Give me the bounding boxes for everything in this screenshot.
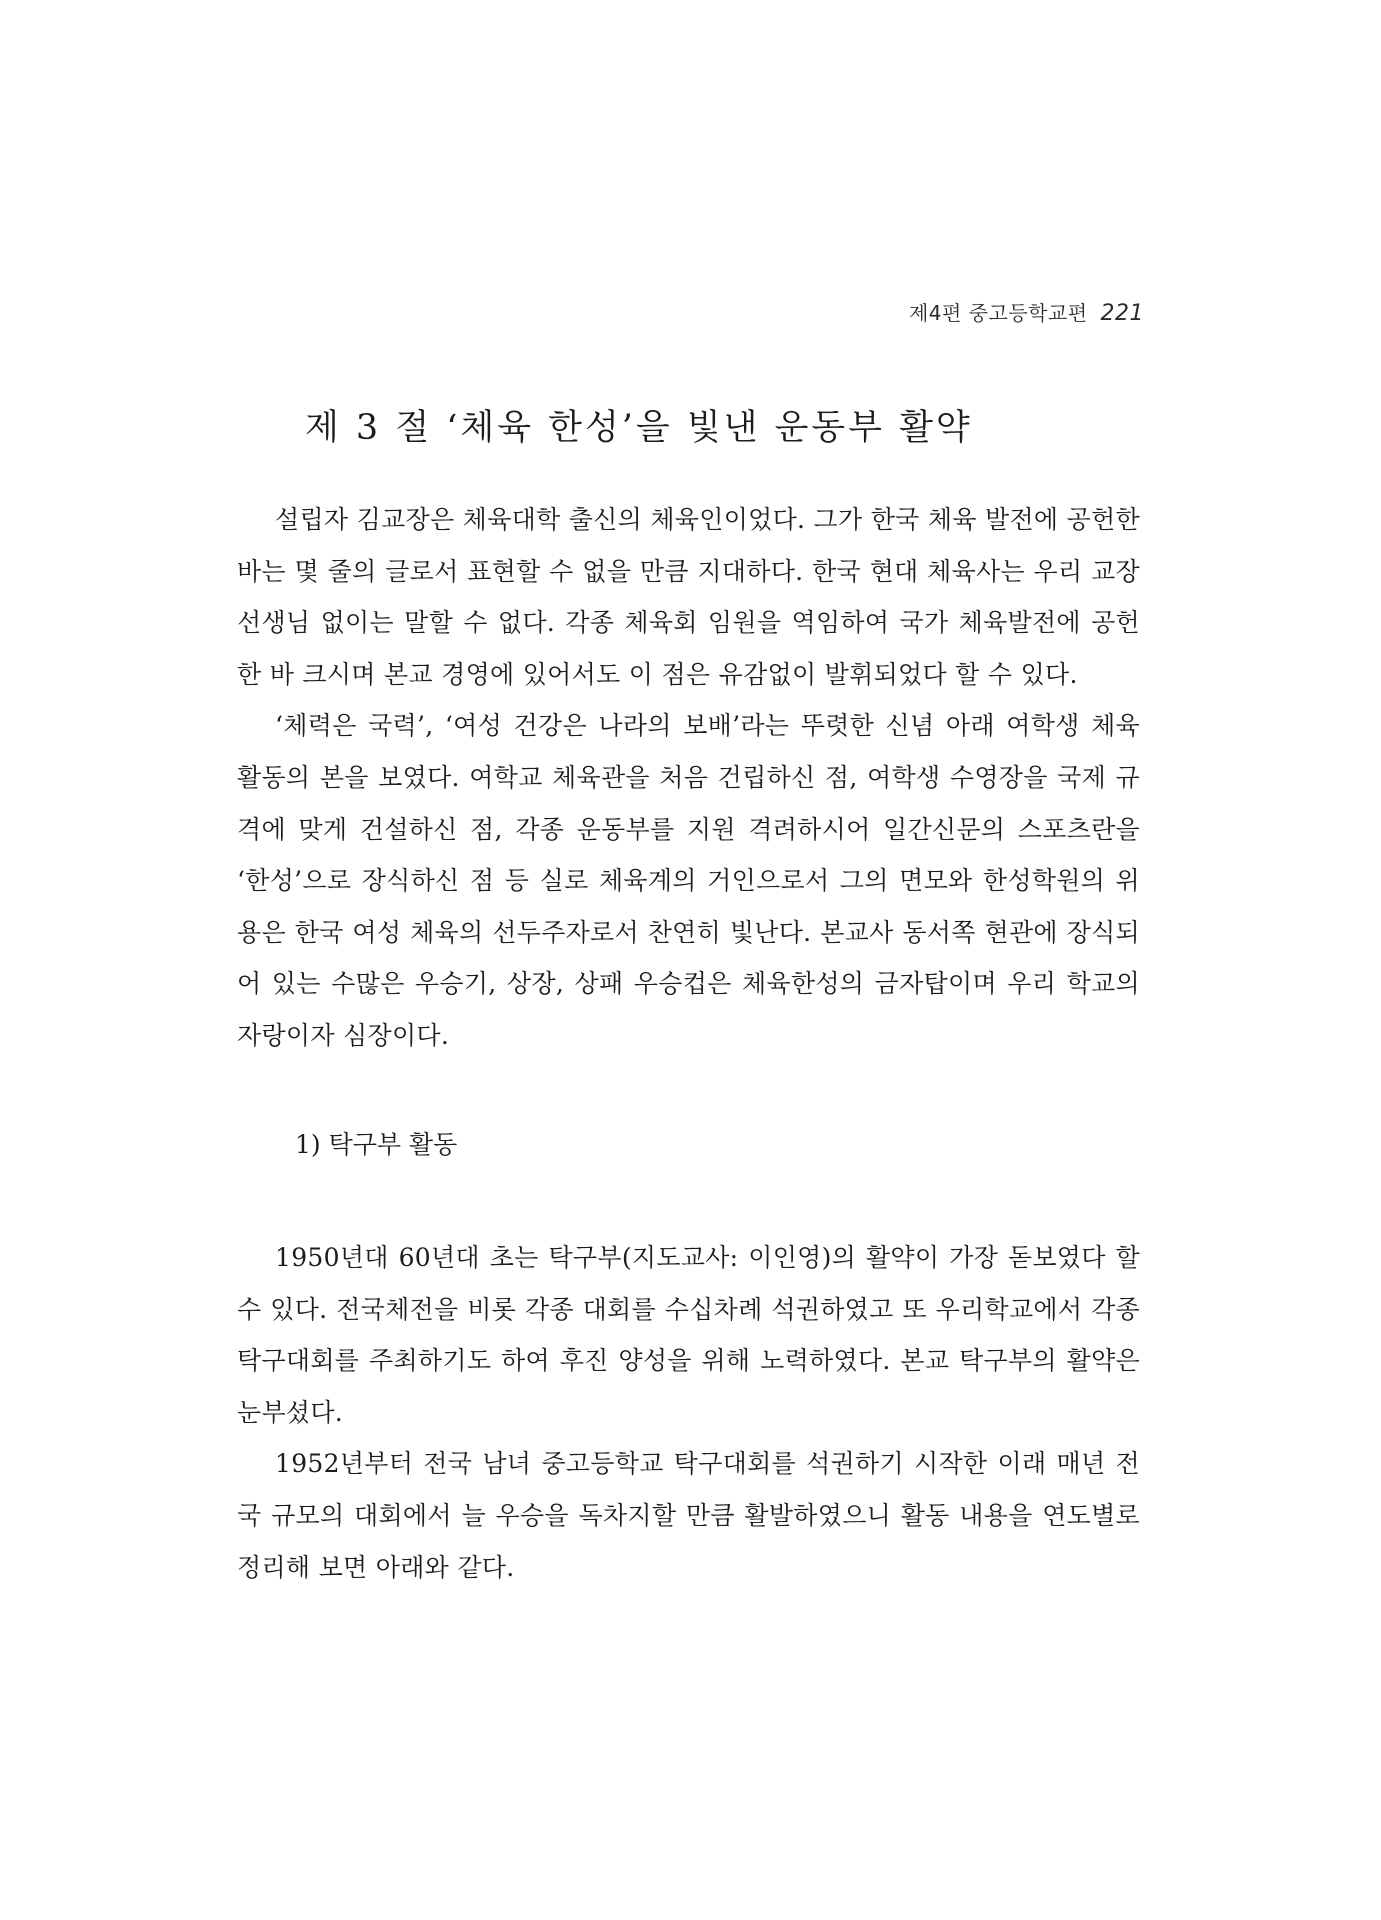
table-tennis-paragraph: 1952년부터 전국 남녀 중고등학교 탁구대회를 석권하기 시작한 이래 매년 전국 규모의 대회에서 늘 우승을 독차지할 만큼 활발하였으니 활동 내용을 연도별로 정리해 보면 아래와 같다. bbox=[237, 1449, 1140, 1582]
intro-text-block bbox=[237, 494, 1140, 1062]
running-header-title: 제4편 중고등학교편 bbox=[908, 301, 1088, 325]
page-number: 221 bbox=[1100, 301, 1144, 326]
section-title: 제 3 절 ‘체육 한성’을 빛낸 운동부 활약 bbox=[305, 408, 973, 448]
table-tennis-paragraph: 1950년대 60년대 초는 탁구부(지도교사: 이인영)의 활약이 가장 돋보였다 할 수 있다. 전국체전을 비롯 각종 대회를 수십차례 석권하였고 또 우리학교에서 각종 탁구대회를 주최하기도 하여 후진 양성을 위해 노력하였다. 본교 탁구부의 활약은 눈부셨다. bbox=[237, 1243, 1140, 1427]
intro-paragraph: 설립자 김교장은 체육대학 출신의 체육인이었다. 그가 한국 체육 발전에 공헌한 바는 몇 줄의 글로서 표현할 수 없을 만큼 지대하다. 한국 현대 체육사는 우리 교장선생님 없이는 말할 수 없다. 각종 체육회 임원을 역임하여 국가 체육발전에 공헌한 바 크시며 본교 경영에 있어서도 이 점은 유감없이 발휘되었다 할 수 있다. bbox=[237, 505, 1140, 689]
intro-paragraph: ‘체력은 국력’, ‘여성 건강은 나라의 보배’라는 뚜렷한 신념 아래 여학생 체육 활동의 본을 보였다. 여학교 체육관을 처음 건립하신 점, 여학생 수영장을 국제 규격에 맞게 건설하신 점, 각종 운동부를 지원 격려하시어 일간신문의 스포츠란을 ‘한성’으로 장식하신 점 등 실로 체육계의 거인으로서 그의 면모와 한성학원의 위용은 한국 여성 체육의 선두주자로서 찬연히 빛난다. 본교사 동서쪽 현관에 장식되어 있는 수많은 우승기, 상장, 상패 우승컵은 체육한성의 금자탑이며 우리 학교의 자랑이자 심장이다. bbox=[237, 711, 1140, 1050]
running-header bbox=[909, 297, 1144, 326]
subsection-heading: 1) 탁구부 활동 bbox=[295, 1130, 458, 1159]
table-tennis-text-block bbox=[237, 1232, 1140, 1593]
